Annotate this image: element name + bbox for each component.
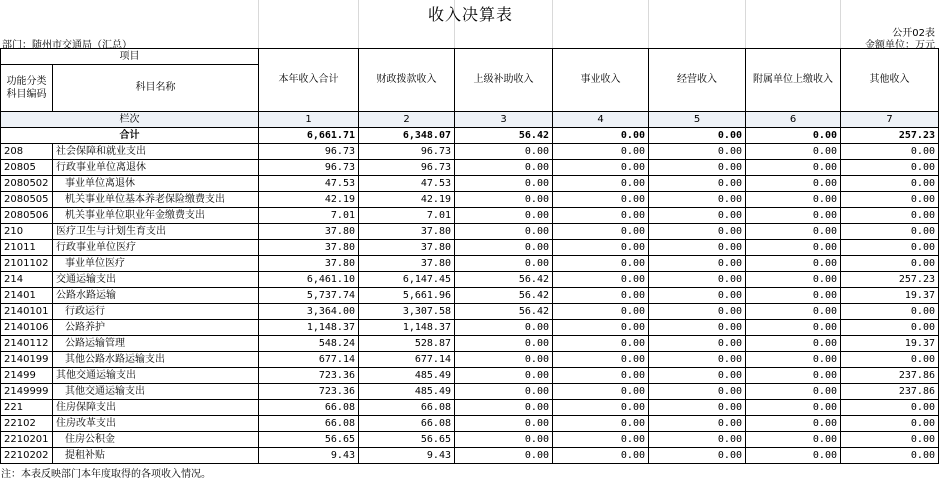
amount-cell[interactable]: 9.43 [259,448,359,464]
amount-cell[interactable]: 0.00 [455,208,553,224]
amount-cell[interactable]: 0.00 [553,192,649,208]
amount-cell[interactable]: 0.00 [841,144,939,160]
subject-name-cell[interactable]: 公路运输管理 [53,336,259,352]
table-row [1,368,939,384]
amount-cell[interactable]: 0.00 [553,224,649,240]
amount-cell[interactable]: 5,737.74 [259,288,359,304]
subject-name-cell[interactable]: 公路水路运输 [53,288,259,304]
subject-name-cell[interactable]: 事业单位离退休 [53,176,259,192]
amount-cell[interactable]: 0.00 [746,224,841,240]
amount-cell[interactable]: 0.00 [649,288,746,304]
amount-cell[interactable]: 0.00 [649,304,746,320]
subject-code-cell[interactable]: 20805 [1,160,53,176]
subject-code-cell[interactable]: 2140199 [1,352,53,368]
total-cell[interactable]: 56.42 [455,128,553,144]
amount-cell[interactable]: 0.00 [455,320,553,336]
table-row [1,448,939,464]
column-index-label: 栏次 [1,112,259,128]
table-row [1,320,939,336]
amount-cell[interactable]: 0.00 [841,320,939,336]
amount-cell[interactable]: 0.00 [746,320,841,336]
amount-cell[interactable]: 66.08 [259,400,359,416]
subject-code-cell[interactable]: 2080506 [1,208,53,224]
amount-cell[interactable]: 37.80 [259,240,359,256]
subject-code-cell[interactable]: 2080502 [1,176,53,192]
amount-cell[interactable]: 0.00 [746,384,841,400]
amount-cell[interactable]: 0.00 [455,432,553,448]
total-label: 合计 [1,128,259,144]
amount-cell[interactable]: 0.00 [649,416,746,432]
amount-cell[interactable]: 0.00 [553,352,649,368]
subject-name-cell[interactable]: 医疗卫生与计划生育支出 [53,224,259,240]
amount-cell[interactable]: 0.00 [649,144,746,160]
table-row [1,352,939,368]
subject-code-cell[interactable]: 2149999 [1,384,53,400]
amount-cell[interactable]: 5,661.96 [359,288,455,304]
amount-cell[interactable]: 9.43 [359,448,455,464]
subject-name-cell[interactable]: 社会保障和就业支出 [53,144,259,160]
column-index: 1 [259,112,359,128]
amount-cell[interactable]: 0.00 [649,400,746,416]
subject-name-cell[interactable]: 住房保障支出 [53,400,259,416]
total-row [1,128,939,144]
amount-cell[interactable]: 0.00 [455,384,553,400]
amount-cell[interactable]: 0.00 [746,448,841,464]
department-label: 部门：随州市交通局（汇总） [2,40,132,51]
amount-cell[interactable]: 42.19 [359,192,455,208]
table-row [1,432,939,448]
total-cell[interactable]: 6,348.07 [359,128,455,144]
subject-name-cell[interactable]: 住房改革支出 [53,416,259,432]
form-number: 公开02表 [892,28,935,39]
amount-cell[interactable]: 0.00 [841,176,939,192]
amount-cell[interactable]: 56.42 [455,304,553,320]
subject-name-cell[interactable]: 住房公积金 [53,432,259,448]
unit-label: 金额单位：万元 [865,40,935,51]
amount-cell[interactable]: 0.00 [746,416,841,432]
amount-cell[interactable]: 0.00 [553,256,649,272]
total-cell[interactable]: 6,661.71 [259,128,359,144]
amount-cell[interactable]: 19.37 [841,288,939,304]
amount-cell[interactable]: 19.37 [841,336,939,352]
amount-cell[interactable]: 37.80 [259,224,359,240]
amount-cell[interactable]: 0.00 [649,208,746,224]
amount-cell[interactable]: 0.00 [553,288,649,304]
amount-cell[interactable]: 485.49 [359,384,455,400]
amount-cell[interactable]: 56.65 [259,432,359,448]
amount-cell[interactable]: 0.00 [649,352,746,368]
total-cell[interactable]: 0.00 [649,128,746,144]
amount-cell[interactable]: 548.24 [259,336,359,352]
amount-cell[interactable]: 723.36 [259,368,359,384]
amount-cell[interactable]: 56.65 [359,432,455,448]
amount-cell[interactable]: 0.00 [553,432,649,448]
amount-cell[interactable]: 0.00 [746,432,841,448]
amount-cell[interactable]: 66.08 [359,416,455,432]
table-row [1,272,939,288]
subject-code-cell[interactable]: 214 [1,272,53,288]
amount-cell[interactable]: 1,148.37 [259,320,359,336]
amount-cell[interactable]: 0.00 [649,336,746,352]
amount-cell[interactable]: 0.00 [649,384,746,400]
subject-code-cell[interactable]: 2101102 [1,256,53,272]
amount-cell[interactable]: 0.00 [841,400,939,416]
table-row [1,400,939,416]
amount-cell[interactable]: 237.86 [841,368,939,384]
table-row [1,288,939,304]
amount-cell[interactable]: 0.00 [841,256,939,272]
amount-cell[interactable]: 0.00 [649,432,746,448]
subject-name-cell[interactable]: 其他交通运输支出 [53,384,259,400]
amount-cell[interactable]: 56.42 [455,288,553,304]
subject-code-cell[interactable]: 210 [1,224,53,240]
column-index: 5 [649,112,746,128]
amount-cell[interactable]: 96.73 [259,144,359,160]
column-header: 上级补助收入 [455,49,553,112]
subject-code-cell[interactable]: 2140112 [1,336,53,352]
amount-cell[interactable]: 0.00 [746,368,841,384]
amount-cell[interactable]: 528.87 [359,336,455,352]
amount-cell[interactable]: 0.00 [649,192,746,208]
amount-cell[interactable]: 0.00 [553,176,649,192]
amount-cell[interactable]: 0.00 [841,416,939,432]
amount-cell[interactable]: 66.08 [359,400,455,416]
amount-cell[interactable]: 37.80 [359,256,455,272]
amount-cell[interactable]: 0.00 [553,448,649,464]
amount-cell[interactable]: 485.49 [359,368,455,384]
subject-code-cell[interactable]: 2140101 [1,304,53,320]
amount-cell[interactable]: 0.00 [553,144,649,160]
amount-cell[interactable]: 47.53 [359,176,455,192]
subject-code-cell[interactable]: 2080505 [1,192,53,208]
amount-cell[interactable]: 0.00 [553,368,649,384]
amount-cell[interactable]: 0.00 [553,320,649,336]
amount-cell[interactable]: 0.00 [455,160,553,176]
column-header: 事业收入 [553,49,649,112]
amount-cell[interactable]: 0.00 [553,272,649,288]
amount-cell[interactable]: 0.00 [746,288,841,304]
amount-cell[interactable]: 0.00 [649,272,746,288]
amount-cell[interactable]: 0.00 [649,176,746,192]
amount-cell[interactable]: 0.00 [746,336,841,352]
amount-cell[interactable]: 0.00 [649,224,746,240]
amount-cell[interactable]: 0.00 [649,368,746,384]
amount-cell[interactable]: 96.73 [359,144,455,160]
table-row [1,224,939,240]
amount-cell[interactable]: 677.14 [259,352,359,368]
subject-name-cell[interactable]: 机关事业单位基本养老保险缴费支出 [53,192,259,208]
amount-cell[interactable]: 37.80 [359,240,455,256]
column-index: 6 [746,112,841,128]
column-index: 4 [553,112,649,128]
total-cell[interactable]: 0.00 [746,128,841,144]
column-header: 附属单位上缴收入 [746,49,841,112]
subject-code-cell[interactable]: 21499 [1,368,53,384]
amount-cell[interactable]: 0.00 [841,192,939,208]
amount-cell[interactable]: 1,148.37 [359,320,455,336]
amount-cell[interactable]: 0.00 [649,256,746,272]
amount-cell[interactable]: 0.00 [746,208,841,224]
subject-name-cell[interactable]: 公路养护 [53,320,259,336]
subject-code-cell[interactable]: 22102 [1,416,53,432]
subject-code-cell[interactable]: 21401 [1,288,53,304]
amount-cell[interactable]: 47.53 [259,176,359,192]
amount-cell[interactable]: 0.00 [746,256,841,272]
column-header: 本年收入合计 [259,49,359,112]
footnote: 注：本表反映部门本年度取得的各项收入情况。 [1,469,211,480]
amount-cell[interactable]: 0.00 [841,304,939,320]
table-row [1,256,939,272]
table-row [1,192,939,208]
amount-cell[interactable]: 0.00 [649,320,746,336]
amount-cell[interactable]: 0.00 [746,240,841,256]
table-row [1,240,939,256]
amount-cell[interactable]: 0.00 [746,176,841,192]
table-row [1,336,939,352]
amount-cell[interactable]: 0.00 [841,224,939,240]
amount-cell[interactable]: 0.00 [746,352,841,368]
amount-cell[interactable]: 0.00 [455,256,553,272]
code-column-header: 功能分类科目编码 [1,65,53,112]
amount-cell[interactable]: 0.00 [746,272,841,288]
project-header: 项目 [1,49,259,65]
amount-cell[interactable]: 3,307.58 [359,304,455,320]
amount-cell[interactable]: 56.42 [455,272,553,288]
subject-name-cell[interactable]: 事业单位医疗 [53,256,259,272]
amount-cell[interactable]: 0.00 [553,304,649,320]
subject-name-cell[interactable]: 其他公路水路运输支出 [53,352,259,368]
column-index: 3 [455,112,553,128]
subject-name-cell[interactable]: 行政事业单位医疗 [53,240,259,256]
amount-cell[interactable]: 0.00 [841,448,939,464]
amount-cell[interactable]: 0.00 [553,208,649,224]
amount-cell[interactable]: 0.00 [746,400,841,416]
amount-cell[interactable]: 96.73 [259,160,359,176]
subject-code-cell[interactable]: 2140106 [1,320,53,336]
subject-code-cell[interactable]: 2210201 [1,432,53,448]
amount-cell[interactable]: 237.86 [841,384,939,400]
total-cell[interactable]: 0.00 [553,128,649,144]
column-index: 7 [841,112,939,128]
subject-name-cell[interactable]: 其他交通运输支出 [53,368,259,384]
amount-cell[interactable]: 0.00 [746,144,841,160]
amount-cell[interactable]: 677.14 [359,352,455,368]
amount-cell[interactable]: 0.00 [455,400,553,416]
subject-code-cell[interactable]: 208 [1,144,53,160]
amount-cell[interactable]: 0.00 [553,160,649,176]
table-row [1,384,939,400]
amount-cell[interactable]: 0.00 [455,192,553,208]
amount-cell[interactable]: 0.00 [553,384,649,400]
amount-cell[interactable]: 7.01 [359,208,455,224]
page-title: 收入决算表 [427,5,513,24]
subject-name-cell[interactable]: 行政运行 [53,304,259,320]
table-row [1,416,939,432]
subject-name-cell[interactable]: 行政事业单位离退休 [53,160,259,176]
subject-code-cell[interactable]: 221 [1,400,53,416]
amount-cell[interactable]: 257.23 [841,272,939,288]
amount-cell[interactable]: 0.00 [553,416,649,432]
amount-cell[interactable]: 96.73 [359,160,455,176]
column-header: 经营收入 [649,49,746,112]
amount-cell[interactable]: 0.00 [455,240,553,256]
amount-cell[interactable]: 66.08 [259,416,359,432]
amount-cell[interactable]: 0.00 [841,352,939,368]
amount-cell[interactable]: 3,364.00 [259,304,359,320]
total-cell[interactable]: 257.23 [841,128,939,144]
amount-cell[interactable]: 7.01 [259,208,359,224]
table-row [1,144,939,160]
amount-cell[interactable]: 0.00 [553,336,649,352]
amount-cell[interactable]: 0.00 [455,448,553,464]
amount-cell[interactable]: 0.00 [746,160,841,176]
amount-cell[interactable]: 6,461.10 [259,272,359,288]
subject-name-cell[interactable]: 交通运输支出 [53,272,259,288]
amount-cell[interactable]: 0.00 [455,368,553,384]
subject-code-cell[interactable]: 2210202 [1,448,53,464]
name-column-header: 科目名称 [53,65,259,112]
amount-cell[interactable]: 0.00 [455,224,553,240]
subject-name-cell[interactable]: 提租补贴 [53,448,259,464]
subject-name-cell[interactable]: 机关事业单位职业年金缴费支出 [53,208,259,224]
amount-cell[interactable]: 0.00 [841,240,939,256]
amount-cell[interactable]: 0.00 [649,160,746,176]
table-row [1,176,939,192]
data-rows [1,144,939,464]
amount-cell[interactable]: 0.00 [841,208,939,224]
amount-cell[interactable]: 42.19 [259,192,359,208]
table-row [1,208,939,224]
amount-cell[interactable]: 0.00 [746,192,841,208]
column-index: 2 [359,112,455,128]
amount-cell[interactable]: 723.36 [259,384,359,400]
amount-cell[interactable]: 0.00 [553,400,649,416]
amount-cell[interactable]: 0.00 [841,432,939,448]
amount-cell[interactable]: 0.00 [649,448,746,464]
amount-cell[interactable]: 0.00 [841,160,939,176]
column-header: 财政拨款收入 [359,49,455,112]
amount-cell[interactable]: 37.80 [359,224,455,240]
amount-cell[interactable]: 0.00 [746,304,841,320]
amount-cell[interactable]: 0.00 [649,240,746,256]
column-header: 其他收入 [841,49,939,112]
amount-cell[interactable]: 37.80 [259,256,359,272]
amount-cell[interactable]: 0.00 [455,352,553,368]
amount-cell[interactable]: 0.00 [455,416,553,432]
subject-code-cell[interactable]: 21011 [1,240,53,256]
table-row [1,304,939,320]
amount-cell[interactable]: 6,147.45 [359,272,455,288]
amount-cell[interactable]: 0.00 [455,144,553,160]
amount-cell[interactable]: 0.00 [553,240,649,256]
income-table [0,48,939,464]
amount-cell[interactable]: 0.00 [455,336,553,352]
table-row [1,160,939,176]
amount-cell[interactable]: 0.00 [455,176,553,192]
